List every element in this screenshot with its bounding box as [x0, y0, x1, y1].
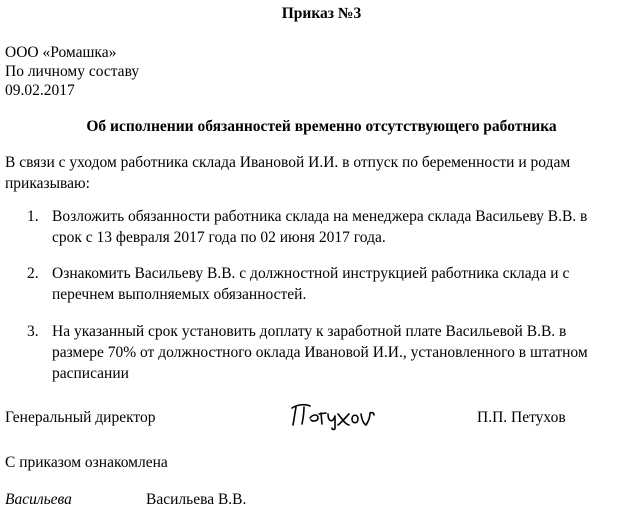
item-text: Возложить обязанности работника склада на менеджера склада Васильеву В.В. в срок с 13 февраля 2017 года по 02 июня 2017 года. [52, 208, 588, 246]
company-name: ООО «Ромашка» [5, 44, 117, 61]
item-text: На указанный срок установить доплату к заработной плате Васильевой В.В. в размере 70% от должностного оклада Ивановой И.И., установленного в штатном расписании [52, 323, 588, 382]
item-text: Ознакомить Васильеву В.В. с должностной инструкцией работника склада и с перечнем выполняемых обязанностей. [52, 265, 570, 303]
employee-signature: Васильева [5, 491, 72, 508]
order-intro: В связи с уходом работника склада Ивановой И.И. в отпуск по беременности и родам приказываю: [5, 154, 571, 192]
employee-name: Васильева В.В. [146, 491, 247, 508]
order-category: По личному составу [5, 63, 140, 80]
order-title: Приказ №3 [281, 5, 362, 22]
order-date: 09.02.2017 [5, 82, 75, 99]
signatory-name: П.П. Петухов [477, 409, 566, 426]
order-heading: Об исполнении обязанностей временно отсутствующего работника [86, 118, 557, 135]
acknowledgement-label: С приказом ознакомлена [5, 454, 168, 471]
signatory-position: Генеральный директор [5, 409, 156, 426]
item-number: 2. [27, 265, 39, 282]
item-number: 1. [27, 208, 39, 225]
director-signature [288, 398, 378, 432]
item-number: 3. [27, 323, 39, 340]
